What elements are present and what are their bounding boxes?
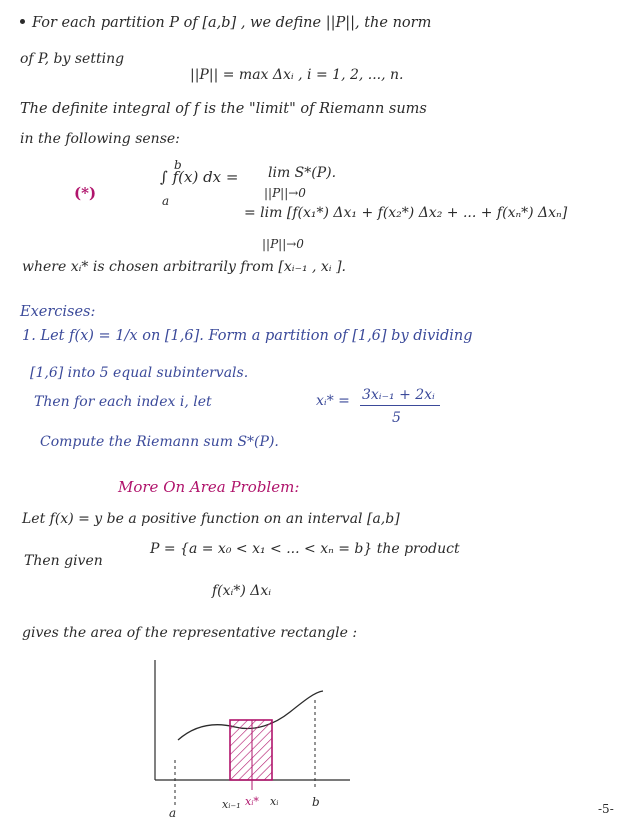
integral-upper: b [174,158,182,172]
ex1-line2: [1,6] into 5 equal subintervals. [30,365,249,381]
area-line2-a: Then given [24,553,103,569]
area-line3: gives the area of the representative rectangle : [22,625,358,641]
norm-formula: ||P|| = max Δxᵢ , i = 1, 2, ..., n. [190,67,404,83]
representative-rectangle [230,720,272,780]
star-label: (*) [74,184,97,202]
exercises-title: Exercises: [20,304,96,320]
area-title: More On Area Problem: [118,478,300,496]
ex1-line3: Then for each index i, let [34,394,212,410]
area-line2-b: P = {a = x₀ < x₁ < ... < xₙ = b} the product [150,541,460,557]
ex1-formula-num: 3xᵢ₋₁ + 2xᵢ [362,387,435,403]
integral-lower: a [162,194,170,208]
lim2-sub: ||P||→0 [262,237,304,251]
graph-label-xi1: xᵢ₋₁ [222,798,241,811]
lim1: lim S*(P). [268,165,337,181]
ex1-line1: 1. Let f(x) = 1/x on [1,6]. Form a partition of [1,6] by dividing [22,328,473,344]
p2-line1: The definite integral of f is the "limit" of Riemann sums [20,101,427,117]
p2-line2: in the following sense: [20,131,180,147]
area-product: f(xᵢ*) Δxᵢ [212,583,272,599]
graph-label-xi: xᵢ [270,795,279,808]
ex1-line4: Compute the Riemann sum S*(P). [40,434,279,450]
ex1-formula-den: 5 [392,410,401,426]
where-line: where xᵢ* is chosen arbitrarily from [xᵢ₋₁ , xᵢ ]. [22,259,346,275]
graph-label-xistar: xᵢ* [245,795,259,808]
p1-line2: of P, by setting [20,51,125,67]
integral-lhs: ∫ f(x) dx = [160,168,239,186]
ex1-formula-lhs: xᵢ* = [316,393,350,409]
lim2: = lim [f(x₁*) Δx₁ + f(x₂*) Δx₂ + ... + f(xₙ*) Δxₙ] [244,205,568,221]
area-line1: Let f(x) = y be a positive function on an interval [a,b] [22,511,400,527]
graph-label-a: a [169,806,177,820]
p1-line1: For each partition P of [a,b] , we define ||P||, the norm [32,15,432,31]
lim1-sub: ||P||→0 [264,186,306,200]
graph-label-b: b [312,795,320,809]
page-number: -5- [598,802,614,816]
